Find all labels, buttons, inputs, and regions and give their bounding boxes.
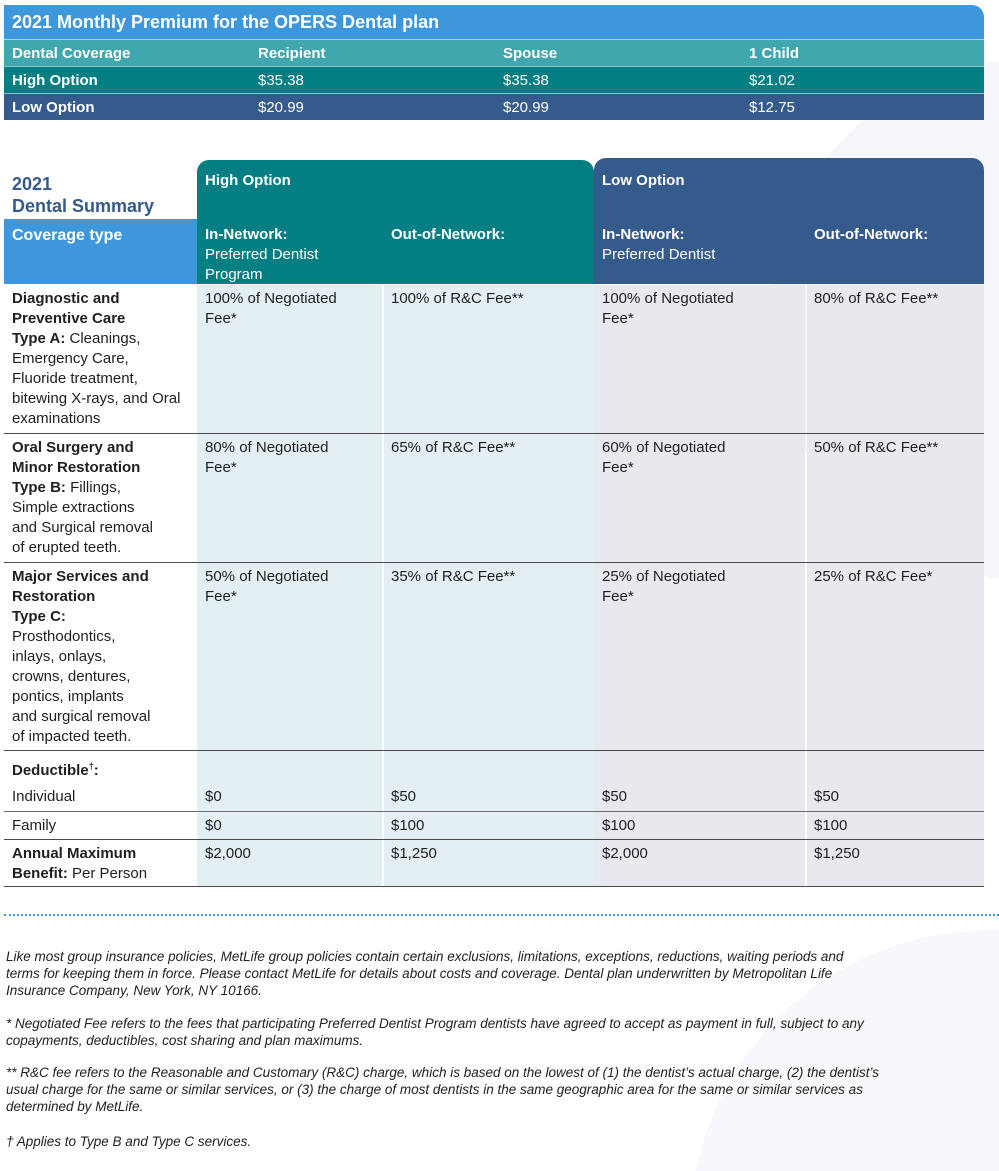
cell-line: 50% of Negotiated xyxy=(205,568,329,585)
table-cell: $1,250 xyxy=(391,845,437,862)
table-cell: $2,000 xyxy=(602,845,648,862)
row-label-desc: Per Person xyxy=(67,865,148,882)
column-header-high-in-network xyxy=(205,225,318,285)
premium-cell: $20.99 xyxy=(503,98,549,116)
cell-line: Fee* xyxy=(602,588,634,605)
row-label-desc: crowns, dentures, xyxy=(12,668,131,685)
table-cell: $100 xyxy=(602,817,636,834)
row-label-individual: Individual xyxy=(12,788,76,805)
column-header-high-out-of-network: Out-of-Network: xyxy=(391,226,506,243)
row-label-desc: and surgical removal xyxy=(12,708,151,725)
note-line: copayments, deductibles, cost sharing and plan maximums. xyxy=(6,1033,364,1048)
row-label-desc: pontics, implants xyxy=(12,688,124,705)
note-line: * Negotiated Fee refers to the fees that participating Preferred Dentist Program dentists have agreed to accept as payment in full, subject to any xyxy=(6,1016,864,1031)
table-cell: $0 xyxy=(205,817,222,834)
column-header-title: In-Network: xyxy=(602,226,685,243)
row-label-family: Family xyxy=(12,817,57,834)
table-cell: 35% of R&C Fee** xyxy=(391,568,516,585)
table-cell: 100% of R&C Fee** xyxy=(391,290,524,307)
table-cell: 50% of R&C Fee** xyxy=(814,439,939,456)
type-prefix: Type C: xyxy=(12,608,66,625)
table-cell: $1,250 xyxy=(814,845,860,862)
table-cell: $50 xyxy=(391,788,417,805)
note-line: usual charge for the same or similar services, or (3) the charge of most dentists in the same geographic area for the same or similar services as xyxy=(6,1082,863,1097)
column-header-low-in-network xyxy=(602,225,715,265)
type-desc: Cleanings, xyxy=(65,330,141,347)
summary-title xyxy=(12,173,154,217)
row-label-desc: Fluoride treatment, xyxy=(12,370,138,387)
premium-header-cell: Recipient xyxy=(258,44,326,62)
note-line: Like most group insurance policies, MetLife group policies contain certain exclusions, limitations, exceptions, reductions, waiting periods and xyxy=(6,949,844,964)
row-label-deductible xyxy=(12,756,99,781)
row-label-type-b xyxy=(12,438,153,558)
section-divider xyxy=(4,914,999,916)
premium-header-cell: 1 Child xyxy=(749,44,800,62)
high-option-label: High Option xyxy=(205,172,291,189)
row-label-title: Oral Surgery and xyxy=(12,439,134,456)
table-bottom-border xyxy=(4,886,984,887)
negotiated-fee-footnote xyxy=(6,1015,966,1049)
summary-title-line: Dental Summary xyxy=(12,196,155,216)
premium-cell: $35.38 xyxy=(503,71,549,89)
row-label-title: Preventive Care xyxy=(12,310,126,327)
row-label-title: Minor Restoration xyxy=(12,459,141,476)
row-label-annual-maximum xyxy=(12,844,147,884)
cell-line: 60% of Negotiated xyxy=(602,439,726,456)
cell-line: 25% of Negotiated xyxy=(602,568,726,585)
table-cell xyxy=(602,567,725,607)
table-cell: $50 xyxy=(814,788,840,805)
row-label-desc: Prosthodontics, xyxy=(12,628,116,645)
row-label-desc: Simple extractions xyxy=(12,499,135,516)
row-label-type-line xyxy=(12,329,180,349)
cell-line: 80% of Negotiated xyxy=(205,439,329,456)
row-label-desc: of erupted teeth. xyxy=(12,539,122,556)
row-label-title: Diagnostic and xyxy=(12,290,120,307)
rc-fee-footnote xyxy=(6,1064,966,1115)
table-cell: 65% of R&C Fee** xyxy=(391,439,516,456)
row-label-title: Benefit: xyxy=(12,865,68,882)
premium-cell: $20.99 xyxy=(258,98,304,116)
row-label-title: Restoration xyxy=(12,588,96,605)
cell-line: Fee* xyxy=(205,588,237,605)
premium-cell: $12.75 xyxy=(749,98,795,116)
row-label-desc: Emergency Care, xyxy=(12,350,129,367)
coverage-type-label: Coverage type xyxy=(12,227,123,244)
cell-line: 100% of Negotiated xyxy=(205,290,337,307)
table-cell: 25% of R&C Fee* xyxy=(814,568,933,585)
type-desc: Fillings, xyxy=(65,479,121,496)
table-cell: $100 xyxy=(814,817,848,834)
table-cell: 80% of R&C Fee** xyxy=(814,290,939,307)
row-label-desc: and Surgical removal xyxy=(12,519,153,536)
column-header-low-out-of-network: Out-of-Network: xyxy=(814,226,929,243)
row-label-type-a xyxy=(12,289,180,429)
metlife-disclaimer xyxy=(6,948,966,999)
dagger-footnote: † Applies to Type B and Type C services. xyxy=(6,1134,252,1149)
deductible-label-text: Deductible xyxy=(12,762,89,779)
table-cell xyxy=(602,438,725,478)
premium-title: 2021 Monthly Premium for the OPERS Dental plan xyxy=(4,5,984,39)
table-cell xyxy=(602,289,734,329)
table-cell: $50 xyxy=(602,788,628,805)
cell-line: Fee* xyxy=(205,459,237,476)
row-label-title: Major Services and xyxy=(12,568,149,585)
dagger-mark: † xyxy=(88,761,94,771)
table-cell xyxy=(205,289,337,329)
column-header-sub: Preferred Dentist xyxy=(602,246,716,263)
row-label-type-c xyxy=(12,567,150,747)
row-divider xyxy=(4,433,984,434)
cell-line: 100% of Negotiated xyxy=(602,290,734,307)
note-line: Insurance Company, New York, NY 10166. xyxy=(6,983,262,998)
premium-row-label: High Option xyxy=(12,71,98,89)
column-header-sub: Program xyxy=(205,266,263,283)
row-divider xyxy=(4,839,984,840)
premium-header-cell: Spouse xyxy=(503,44,558,62)
premium-cell: $21.02 xyxy=(749,71,795,89)
premium-cell: $35.38 xyxy=(258,71,304,89)
premium-row-label: Low Option xyxy=(12,98,95,116)
deductible-colon: : xyxy=(93,762,99,779)
row-divider xyxy=(4,562,984,563)
note-line: ** R&C fee refers to the Reasonable and Customary (R&C) charge, which is based on the lowest of (1) the dentist’s actual charge, (2) the dentist’s xyxy=(6,1065,879,1080)
cell-line: Fee* xyxy=(205,310,237,327)
row-label-desc: of impacted teeth. xyxy=(12,728,132,745)
cell-line: Fee* xyxy=(602,310,634,327)
cell-line: Fee* xyxy=(602,459,634,476)
row-label-desc: bitewing X-rays, and Oral xyxy=(12,390,181,407)
row-label-desc: inlays, onlays, xyxy=(12,648,107,665)
row-label-line xyxy=(12,864,147,884)
summary-title-line: 2021 xyxy=(12,174,53,194)
note-line: terms for keeping them in force. Please contact MetLife for details about costs and coverage. Dental plan underwritten by Metropolitan Life xyxy=(6,966,833,981)
table-cell: $100 xyxy=(391,817,425,834)
column-header-sub: Preferred Dentist xyxy=(205,246,319,263)
low-option-label: Low Option xyxy=(602,172,685,189)
column-header-title: In-Network: xyxy=(205,226,288,243)
table-cell xyxy=(205,438,328,478)
row-label-type-line xyxy=(12,478,153,498)
row-label-title: Annual Maximum xyxy=(12,845,137,862)
table-cell: $2,000 xyxy=(205,845,251,862)
table-cell: $0 xyxy=(205,788,222,805)
premium-header-cell: Dental Coverage xyxy=(12,44,131,62)
row-divider xyxy=(4,811,984,812)
note-line: determined by MetLife. xyxy=(6,1099,144,1114)
row-divider xyxy=(4,750,984,751)
row-label-desc: examinations xyxy=(12,410,101,427)
type-prefix: Type A: xyxy=(12,330,66,347)
type-prefix: Type B: xyxy=(12,479,66,496)
table-cell xyxy=(205,567,328,607)
